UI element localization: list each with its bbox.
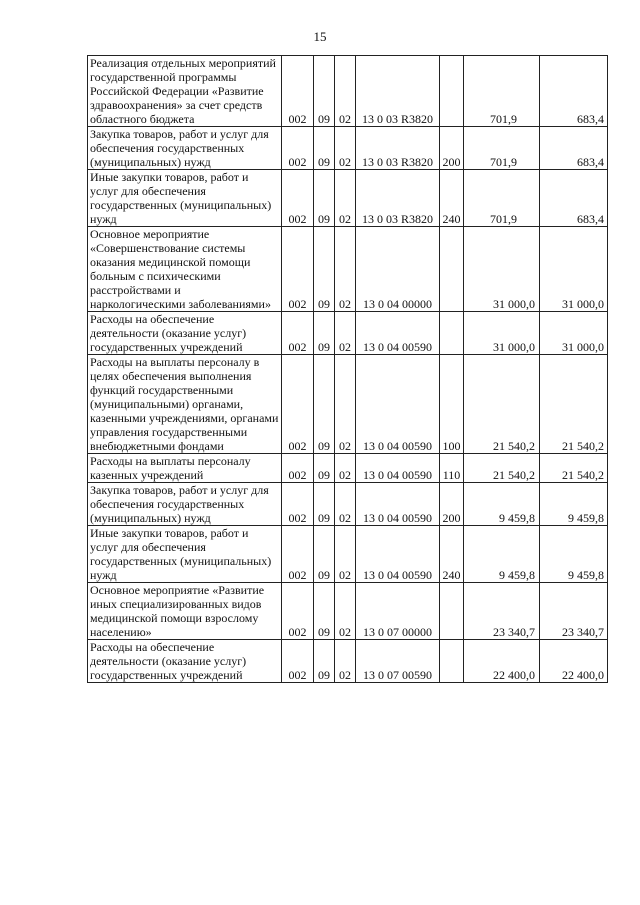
cell-gr: 002 bbox=[282, 312, 314, 355]
cell-rz: 09 bbox=[314, 56, 335, 127]
cell-pr: 02 bbox=[335, 526, 356, 583]
row-name: Расходы на выплаты персоналу в целях обеспечения выполнения функций государственными (муниципальными) органами, казенными учреждениями, органами управления государственными внебюджетными фондами bbox=[88, 355, 282, 454]
cell-sum-2: 31 000,0 bbox=[540, 312, 608, 355]
cell-csr: 13 0 04 00590 bbox=[356, 454, 440, 483]
table-row bbox=[88, 127, 608, 170]
table-row bbox=[88, 355, 608, 454]
row-name: Закупка товаров, работ и услуг для обеспечения государственных (муниципальных) нужд bbox=[88, 483, 282, 526]
cell-sum-1: 22 400,0 bbox=[464, 640, 540, 683]
cell-pr: 02 bbox=[335, 170, 356, 227]
cell-gr: 002 bbox=[282, 170, 314, 227]
cell-sum-2: 21 540,2 bbox=[540, 454, 608, 483]
cell-sum-1: 701,9 bbox=[464, 56, 540, 127]
cell-gr: 002 bbox=[282, 640, 314, 683]
budget-table bbox=[87, 55, 608, 683]
cell-pr: 02 bbox=[335, 583, 356, 640]
cell-sum-2: 23 340,7 bbox=[540, 583, 608, 640]
cell-sum-2: 21 540,2 bbox=[540, 355, 608, 454]
cell-pr: 02 bbox=[335, 640, 356, 683]
table-row bbox=[88, 56, 608, 127]
cell-gr: 002 bbox=[282, 355, 314, 454]
cell-gr: 002 bbox=[282, 483, 314, 526]
table-row bbox=[88, 583, 608, 640]
cell-pr: 02 bbox=[335, 454, 356, 483]
cell-gr: 002 bbox=[282, 583, 314, 640]
table-row bbox=[88, 640, 608, 683]
row-name: Расходы на обеспечение деятельности (оказание услуг) государственных учреждений bbox=[88, 640, 282, 683]
cell-csr: 13 0 03 R3820 bbox=[356, 56, 440, 127]
cell-vr bbox=[440, 227, 464, 312]
cell-rz: 09 bbox=[314, 640, 335, 683]
table-row bbox=[88, 526, 608, 583]
cell-vr bbox=[440, 583, 464, 640]
cell-rz: 09 bbox=[314, 526, 335, 583]
row-name: Иные закупки товаров, работ и услуг для обеспечения государственных (муниципальных) нужд bbox=[88, 526, 282, 583]
cell-sum-1: 9 459,8 bbox=[464, 483, 540, 526]
cell-rz: 09 bbox=[314, 127, 335, 170]
cell-csr: 13 0 03 R3820 bbox=[356, 170, 440, 227]
cell-gr: 002 bbox=[282, 127, 314, 170]
cell-rz: 09 bbox=[314, 583, 335, 640]
row-name: Реализация отдельных мероприятий государственной программы Российской Федерации «Развитие здравоохранения» за счет средств областного бюджета bbox=[88, 56, 282, 127]
cell-sum-2: 31 000,0 bbox=[540, 227, 608, 312]
cell-vr bbox=[440, 56, 464, 127]
cell-sum-2: 22 400,0 bbox=[540, 640, 608, 683]
cell-sum-2: 683,4 bbox=[540, 56, 608, 127]
cell-sum-1: 31 000,0 bbox=[464, 227, 540, 312]
cell-vr bbox=[440, 640, 464, 683]
cell-vr: 200 bbox=[440, 483, 464, 526]
cell-csr: 13 0 04 00590 bbox=[356, 483, 440, 526]
cell-gr: 002 bbox=[282, 56, 314, 127]
cell-sum-1: 21 540,2 bbox=[464, 454, 540, 483]
table-row bbox=[88, 312, 608, 355]
table-row bbox=[88, 170, 608, 227]
cell-csr: 13 0 04 00590 bbox=[356, 526, 440, 583]
cell-sum-1: 31 000,0 bbox=[464, 312, 540, 355]
cell-sum-1: 9 459,8 bbox=[464, 526, 540, 583]
cell-rz: 09 bbox=[314, 454, 335, 483]
row-name: Расходы на выплаты персоналу казенных учреждений bbox=[88, 454, 282, 483]
cell-gr: 002 bbox=[282, 227, 314, 312]
cell-csr: 13 0 04 00000 bbox=[356, 227, 440, 312]
cell-pr: 02 bbox=[335, 483, 356, 526]
cell-rz: 09 bbox=[314, 227, 335, 312]
cell-pr: 02 bbox=[335, 312, 356, 355]
row-name: Закупка товаров, работ и услуг для обеспечения государственных (муниципальных) нужд bbox=[88, 127, 282, 170]
cell-pr: 02 bbox=[335, 56, 356, 127]
row-name: Иные закупки товаров, работ и услуг для обеспечения государственных (муниципальных) нужд bbox=[88, 170, 282, 227]
cell-vr: 200 bbox=[440, 127, 464, 170]
cell-sum-2: 683,4 bbox=[540, 127, 608, 170]
cell-rz: 09 bbox=[314, 170, 335, 227]
cell-csr: 13 0 04 00590 bbox=[356, 312, 440, 355]
cell-csr: 13 0 04 00590 bbox=[356, 355, 440, 454]
cell-gr: 002 bbox=[282, 454, 314, 483]
cell-vr: 100 bbox=[440, 355, 464, 454]
cell-sum-2: 9 459,8 bbox=[540, 526, 608, 583]
row-name: Основное мероприятие «Совершенствование системы оказания медицинской помощи больным с психическими расстройствами и наркологическими заболеваниями» bbox=[88, 227, 282, 312]
cell-sum-1: 701,9 bbox=[464, 127, 540, 170]
cell-vr bbox=[440, 312, 464, 355]
cell-sum-1: 701,9 bbox=[464, 170, 540, 227]
row-name: Расходы на обеспечение деятельности (оказание услуг) государственных учреждений bbox=[88, 312, 282, 355]
cell-csr: 13 0 07 00000 bbox=[356, 583, 440, 640]
cell-sum-1: 21 540,2 bbox=[464, 355, 540, 454]
cell-vr: 110 bbox=[440, 454, 464, 483]
cell-rz: 09 bbox=[314, 312, 335, 355]
page-number: 15 bbox=[313, 29, 327, 44]
cell-vr: 240 bbox=[440, 526, 464, 583]
cell-sum-2: 9 459,8 bbox=[540, 483, 608, 526]
row-name: Основное мероприятие «Развитие иных специализированных видов медицинской помощи взрослому населению» bbox=[88, 583, 282, 640]
cell-sum-1: 23 340,7 bbox=[464, 583, 540, 640]
cell-pr: 02 bbox=[335, 227, 356, 312]
cell-gr: 002 bbox=[282, 526, 314, 583]
table-row bbox=[88, 483, 608, 526]
cell-csr: 13 0 03 R3820 bbox=[356, 127, 440, 170]
cell-sum-2: 683,4 bbox=[540, 170, 608, 227]
cell-vr: 240 bbox=[440, 170, 464, 227]
cell-pr: 02 bbox=[335, 355, 356, 454]
cell-csr: 13 0 07 00590 bbox=[356, 640, 440, 683]
table-row bbox=[88, 454, 608, 483]
cell-rz: 09 bbox=[314, 355, 335, 454]
table-row bbox=[88, 227, 608, 312]
cell-pr: 02 bbox=[335, 127, 356, 170]
cell-rz: 09 bbox=[314, 483, 335, 526]
